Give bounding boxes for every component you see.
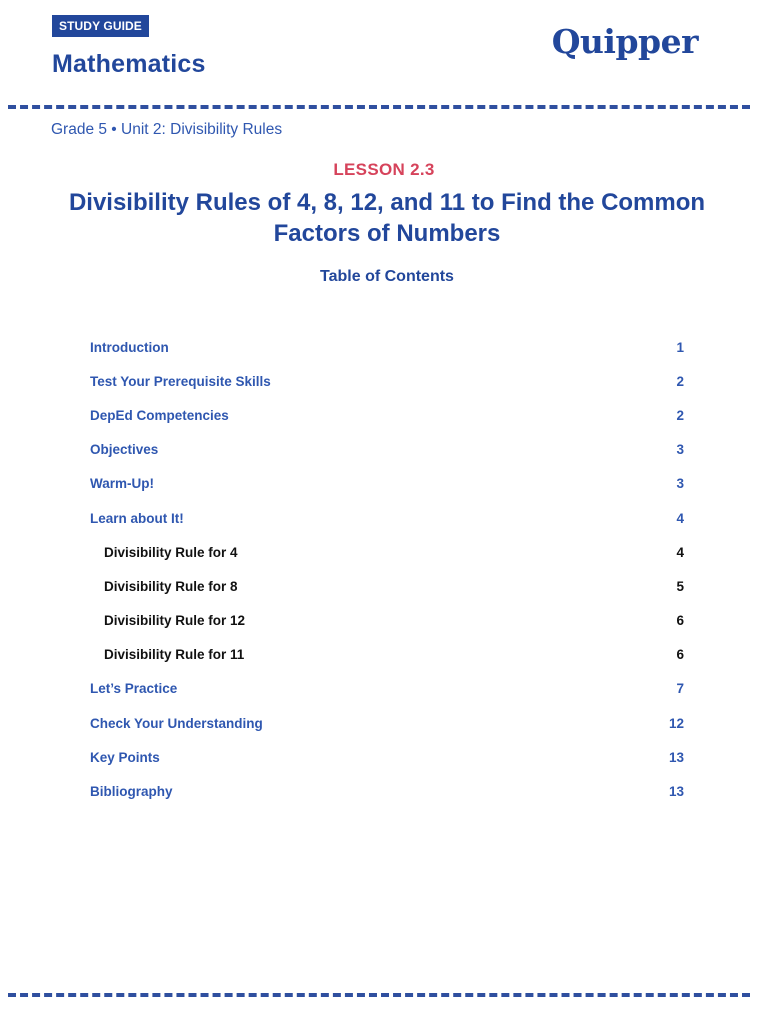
toc-item-learn-about-it[interactable]	[90, 501, 684, 535]
toc-item-label: Divisibility Rule for 4	[104, 544, 238, 560]
study-guide-badge: STUDY GUIDE	[52, 15, 149, 37]
toc-subitem-rule-for-11[interactable]	[90, 638, 684, 672]
lesson-title: Divisibility Rules of 4, 8, 12, and 11 to Find the Common Factors of Numbers	[68, 189, 706, 247]
toc-item-label: Objectives	[90, 442, 159, 458]
quipper-logo: Quipper	[551, 22, 698, 61]
toc-item-bibliography[interactable]	[90, 774, 684, 808]
toc-item-page: 13	[668, 749, 684, 765]
toc-item-page: 1	[676, 339, 684, 355]
toc-item-label: Learn about It!	[90, 510, 184, 526]
toc-subitem-rule-for-4[interactable]	[90, 535, 684, 569]
toc-item-label: Check Your Understanding	[90, 715, 263, 731]
toc-item-label: Introduction	[90, 339, 169, 355]
toc-item-page: 2	[676, 407, 684, 423]
toc-item-label: Bibliography	[90, 784, 173, 800]
toc-subitem-rule-for-8[interactable]	[90, 569, 684, 603]
toc-item-check-understanding[interactable]	[90, 706, 684, 740]
lesson-label: LESSON 2.3	[333, 160, 435, 179]
toc-item-lets-practice[interactable]	[90, 672, 684, 706]
bottom-divider	[8, 993, 750, 997]
toc-item-page: 7	[676, 681, 684, 697]
toc-item-label: Divisibility Rule for 8	[104, 578, 238, 594]
toc-item-deped-competencies[interactable]	[90, 398, 684, 432]
subject-title: Mathematics	[52, 50, 206, 78]
toc-subitem-rule-for-12[interactable]	[90, 604, 684, 638]
toc-item-page: 4	[676, 544, 684, 560]
table-of-contents	[90, 330, 684, 809]
toc-item-page: 13	[668, 784, 684, 800]
top-divider	[8, 105, 750, 109]
toc-item-page: 5	[676, 578, 684, 594]
toc-item-page: 6	[676, 613, 684, 629]
toc-item-label: Test Your Prerequisite Skills	[90, 373, 271, 389]
toc-item-label: DepEd Competencies	[90, 407, 229, 423]
toc-item-page: 4	[676, 510, 684, 526]
toc-item-page: 3	[676, 476, 684, 492]
breadcrumb: Grade 5 • Unit 2: Divisibility Rules	[51, 121, 283, 138]
toc-item-label: Divisibility Rule for 11	[104, 647, 245, 663]
toc-item-page: 2	[676, 373, 684, 389]
toc-item-label: Warm-Up!	[90, 476, 154, 492]
toc-item-introduction[interactable]	[90, 330, 684, 364]
toc-item-warm-up[interactable]	[90, 467, 684, 501]
toc-item-page: 3	[676, 442, 684, 458]
toc-item-objectives[interactable]	[90, 433, 684, 467]
toc-item-label: Let’s Practice	[90, 681, 178, 697]
toc-item-prerequisite-skills[interactable]	[90, 364, 684, 398]
toc-item-page: 6	[676, 647, 684, 663]
toc-item-key-points[interactable]	[90, 740, 684, 774]
toc-item-page: 12	[668, 715, 684, 731]
toc-heading: Table of Contents	[320, 268, 454, 285]
toc-item-label: Key Points	[90, 749, 160, 765]
toc-item-label: Divisibility Rule for 12	[104, 613, 246, 629]
